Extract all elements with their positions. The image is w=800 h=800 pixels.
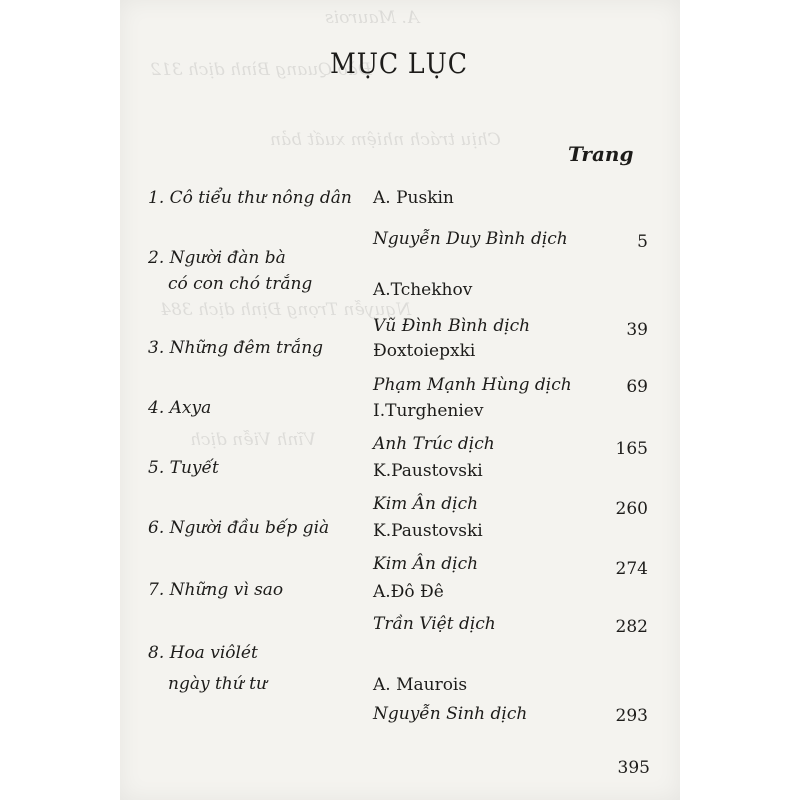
entry-page-number: 165 (615, 439, 648, 459)
entry-translator: Nguyễn Sinh dịch (373, 704, 528, 724)
entry-translator: Kim Ân dịch (373, 494, 479, 514)
entry-translator: Anh Trúc dịch (373, 434, 495, 454)
entry-translator: Trần Việt dịch (373, 614, 496, 634)
entry-title-continued: có con chó trắng (168, 274, 313, 294)
folio-page-number: 395 (617, 758, 650, 778)
entry-translator: Vũ Đình Bình dịch (373, 316, 531, 336)
show-through-text: A. Maurois (325, 8, 420, 28)
entry-author: Đoxtoiepxki (373, 341, 476, 361)
entry-page-number: 5 (637, 232, 648, 252)
entry-page-number: 274 (615, 559, 648, 579)
entry-title-continued: ngày thứ tư (168, 674, 267, 694)
entry-author: K.Paustovski (373, 461, 483, 481)
entry-author: A.Tchekhov (373, 280, 473, 300)
entry-page-number: 69 (626, 377, 648, 397)
column-header-page: Trang (568, 142, 634, 166)
entry-author: A. Maurois (373, 675, 468, 695)
entry-translator: Kim Ân dịch (373, 554, 479, 574)
entry-title: 1. Cô tiểu thư nông dân (148, 188, 352, 208)
entry-title: 5. Tuyết (148, 458, 219, 478)
entry-translator: Nguyễn Duy Bình dịch (373, 229, 568, 249)
entry-page-number: 293 (615, 706, 648, 726)
entry-title: 7. Những vì sao (148, 580, 284, 600)
entry-page-number: 39 (626, 320, 648, 340)
entry-page-number: 260 (615, 499, 648, 519)
entry-title: 8. Hoa viôlét (148, 643, 258, 663)
entry-author: K.Paustovski (373, 521, 483, 541)
entry-translator: Phạm Mạnh Hùng dịch (373, 375, 572, 395)
entry-author: A.Đô Đê (373, 582, 444, 602)
entry-author: I.Turgheniev (373, 401, 484, 421)
entry-author: A. Puskin (373, 188, 454, 208)
entry-title: 6. Người đầu bếp già (148, 518, 330, 538)
show-through-text: Đào Quang Bình dịch 312 (150, 60, 372, 80)
entry-title: 2. Người đàn bà (148, 248, 286, 268)
entry-page-number: 282 (615, 617, 648, 637)
show-through-text: Vĩnh Viễn dịch (190, 430, 317, 450)
page-title: MỤC LỤC (330, 46, 468, 80)
show-through-text: Chịu trách nhiệm xuất bản (270, 130, 501, 150)
entry-title: 4. Axya (148, 398, 212, 418)
entry-title: 3. Những đêm trắng (148, 338, 324, 358)
book-page (120, 0, 680, 800)
show-through-text: Nguyễn Trọng Định dịch 384 (160, 300, 412, 320)
